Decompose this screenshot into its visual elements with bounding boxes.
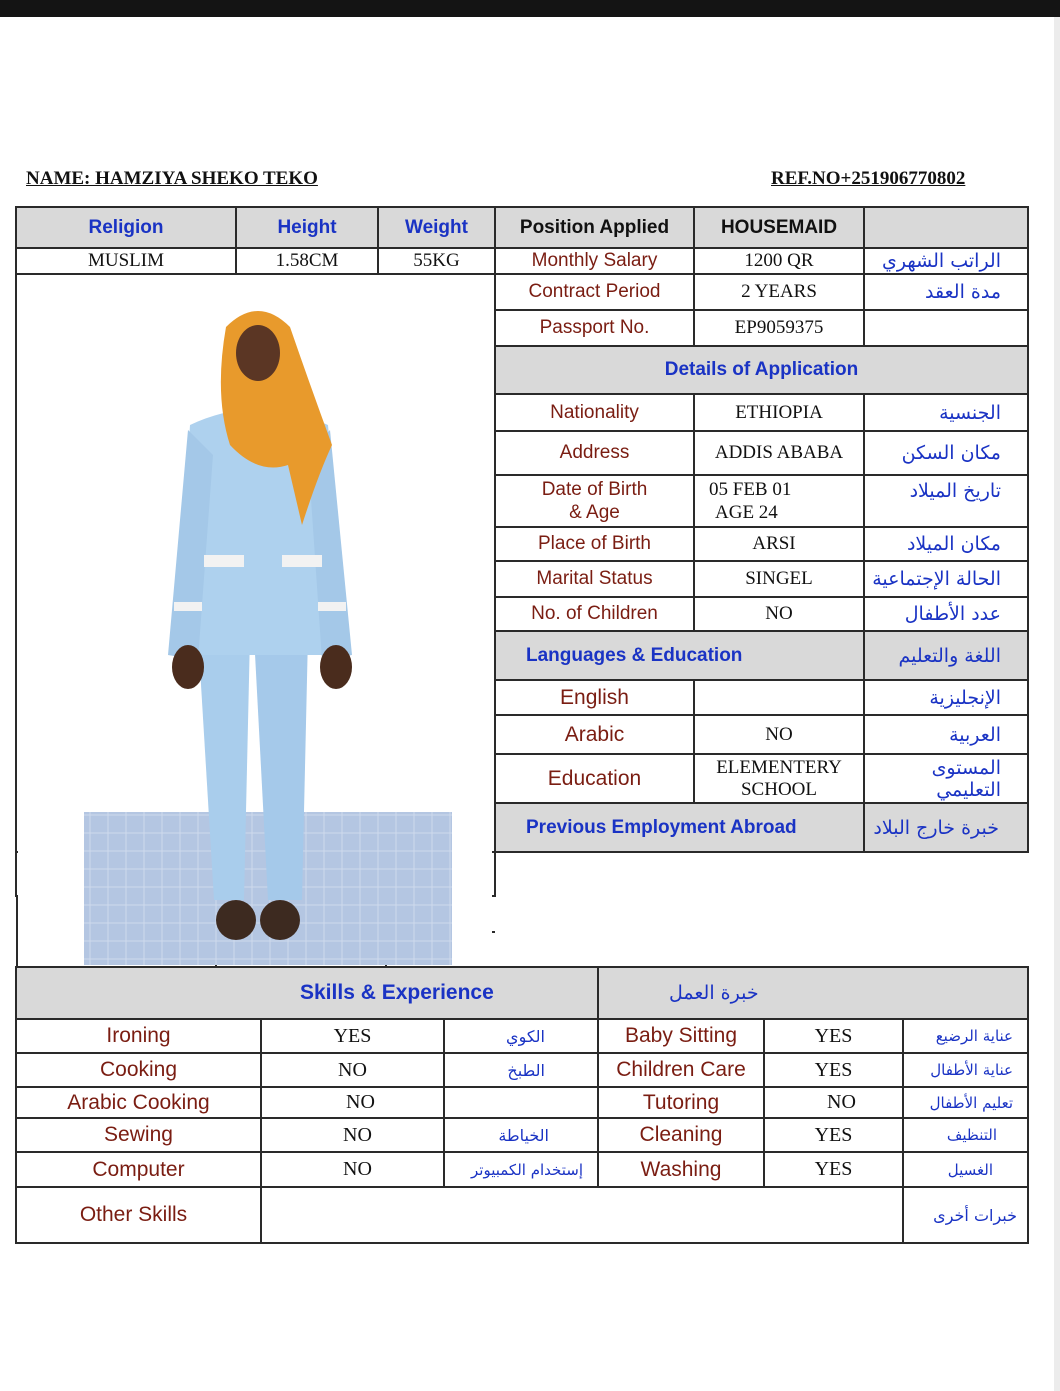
skill-baby-sitting-value: YES — [764, 1019, 903, 1053]
skill-cooking-ar: الطبخ — [444, 1053, 598, 1087]
dob-label: Date of Birth & Age — [495, 475, 694, 527]
english-value — [694, 680, 864, 715]
nationality-ar: الجنسية — [864, 394, 1028, 431]
position-applied-label: Position Applied — [495, 207, 694, 248]
children-value: NO — [694, 597, 864, 631]
skill-computer-value: NO — [261, 1152, 444, 1187]
arabic-ar: العربية — [864, 715, 1028, 754]
details-title: Details of Application — [495, 346, 1028, 394]
place-of-birth-label: Place of Birth — [495, 527, 694, 561]
other-skills-value — [261, 1187, 903, 1243]
religion-label: Religion — [16, 207, 236, 248]
top-bar — [0, 0, 1060, 17]
arabic-value: NO — [694, 715, 864, 754]
english-ar: الإنجليزية — [864, 680, 1028, 715]
skill-ironing-label: Ironing — [16, 1019, 261, 1053]
skill-washing-ar: الغسيل — [903, 1152, 1028, 1187]
address-label: Address — [495, 431, 694, 475]
english-label: English — [495, 680, 694, 715]
skill-computer-label: Computer — [16, 1152, 261, 1187]
right-edge — [1054, 17, 1060, 1391]
skill-tutoring-label: Tutoring — [598, 1087, 764, 1118]
other-skills-ar: خبرات أخرى — [903, 1187, 1028, 1243]
skill-tutoring-ar: تعليم الأطفال — [903, 1087, 1028, 1118]
place-of-birth-value: ARSI — [694, 527, 864, 561]
marital-status-label: Marital Status — [495, 561, 694, 597]
passport-label: Passport No. — [495, 310, 694, 346]
skill-ironing-value: YES — [261, 1019, 444, 1053]
skill-sewing-value: NO — [261, 1118, 444, 1152]
children-ar: عدد الأطفال — [864, 597, 1028, 631]
nationality-label: Nationality — [495, 394, 694, 431]
arabic-label: Arabic — [495, 715, 694, 754]
skill-children-care-label: Children Care — [598, 1053, 764, 1087]
dob-value: 05 FEB 01 AGE 24 — [694, 475, 864, 527]
skills-table — [15, 966, 1029, 1244]
skills-title: Skills & Experience — [16, 967, 598, 1019]
skills-title-ar-cell — [598, 967, 1028, 1019]
skill-washing-value: YES — [764, 1152, 903, 1187]
skill-computer-ar: إستخدام الكمبيوتر — [444, 1152, 598, 1187]
skill-baby-sitting-label: Baby Sitting — [598, 1019, 764, 1053]
languages-title: Languages & Education — [495, 631, 864, 680]
contract-period-ar: مدة العقد — [864, 274, 1028, 310]
other-skills-label: Other Skills — [16, 1187, 261, 1243]
contract-period-label: Contract Period — [495, 274, 694, 310]
skill-arabic-cooking-label: Arabic Cooking — [16, 1087, 261, 1118]
contract-period-value: 2 YEARS — [694, 274, 864, 310]
candidate-photo — [18, 275, 492, 965]
height-value: 1.58CM — [236, 248, 378, 274]
skill-tutoring-value: NO — [764, 1087, 903, 1118]
languages-title-ar: اللغة والتعليم — [864, 631, 1028, 680]
skill-arabic-cooking-value: NO — [261, 1087, 444, 1118]
skill-children-care-ar: عناية الأطفال — [903, 1053, 1028, 1087]
marital-status-value: SINGEL — [694, 561, 864, 597]
monthly-salary-label: Monthly Salary — [495, 248, 694, 274]
skill-children-care-value: YES — [764, 1053, 903, 1087]
position-applied-value: HOUSEMAID — [694, 207, 864, 248]
monthly-salary-ar: الراتب الشهري — [864, 248, 1028, 274]
education-label: Education — [495, 754, 694, 803]
skills-title-ar: خبرة العمل — [669, 982, 759, 1004]
skill-cleaning-value: YES — [764, 1118, 903, 1152]
education-ar: المستوى التعليمي — [864, 754, 1028, 803]
children-label: No. of Children — [495, 597, 694, 631]
weight-label: Weight — [378, 207, 495, 248]
employment-title: Previous Employment Abroad — [495, 803, 864, 852]
marital-status-ar: الحالة الإجتماعية — [864, 561, 1028, 597]
address-value: ADDIS ABABA — [694, 431, 864, 475]
skill-cooking-label: Cooking — [16, 1053, 261, 1087]
reference-number: REF.NO+251906770802 — [771, 168, 966, 189]
monthly-salary-value: 1200 QR — [694, 248, 864, 274]
weight-value: 55KG — [378, 248, 495, 274]
dob-ar: تاريخ الميلاد — [864, 475, 1028, 527]
passport-value: EP9059375 — [694, 310, 864, 346]
employment-title-ar: خبرة خارج البلاد — [864, 803, 1028, 852]
skill-sewing-label: Sewing — [16, 1118, 261, 1152]
candidate-photo-illustration — [18, 275, 492, 965]
passport-empty — [864, 310, 1028, 346]
position-applied-empty — [864, 207, 1028, 248]
skill-baby-sitting-ar: عناية الرضيع — [903, 1019, 1028, 1053]
place-of-birth-ar: مكان الميلاد — [864, 527, 1028, 561]
skill-washing-label: Washing — [598, 1152, 764, 1187]
skill-sewing-ar: الخياطة — [444, 1118, 598, 1152]
education-value: ELEMENTERY SCHOOL — [694, 754, 864, 803]
skill-cooking-value: NO — [261, 1053, 444, 1087]
religion-value: MUSLIM — [16, 248, 236, 274]
skill-cleaning-ar: التنظيف — [903, 1118, 1028, 1152]
nationality-value: ETHIOPIA — [694, 394, 864, 431]
address-ar: مكان السكن — [864, 431, 1028, 475]
candidate-name: NAME: HAMZIYA SHEKO TEKO — [26, 168, 318, 189]
skill-arabic-cooking-ar — [444, 1087, 598, 1118]
skill-cleaning-label: Cleaning — [598, 1118, 764, 1152]
skill-ironing-ar: الكوي — [444, 1019, 598, 1053]
height-label: Height — [236, 207, 378, 248]
